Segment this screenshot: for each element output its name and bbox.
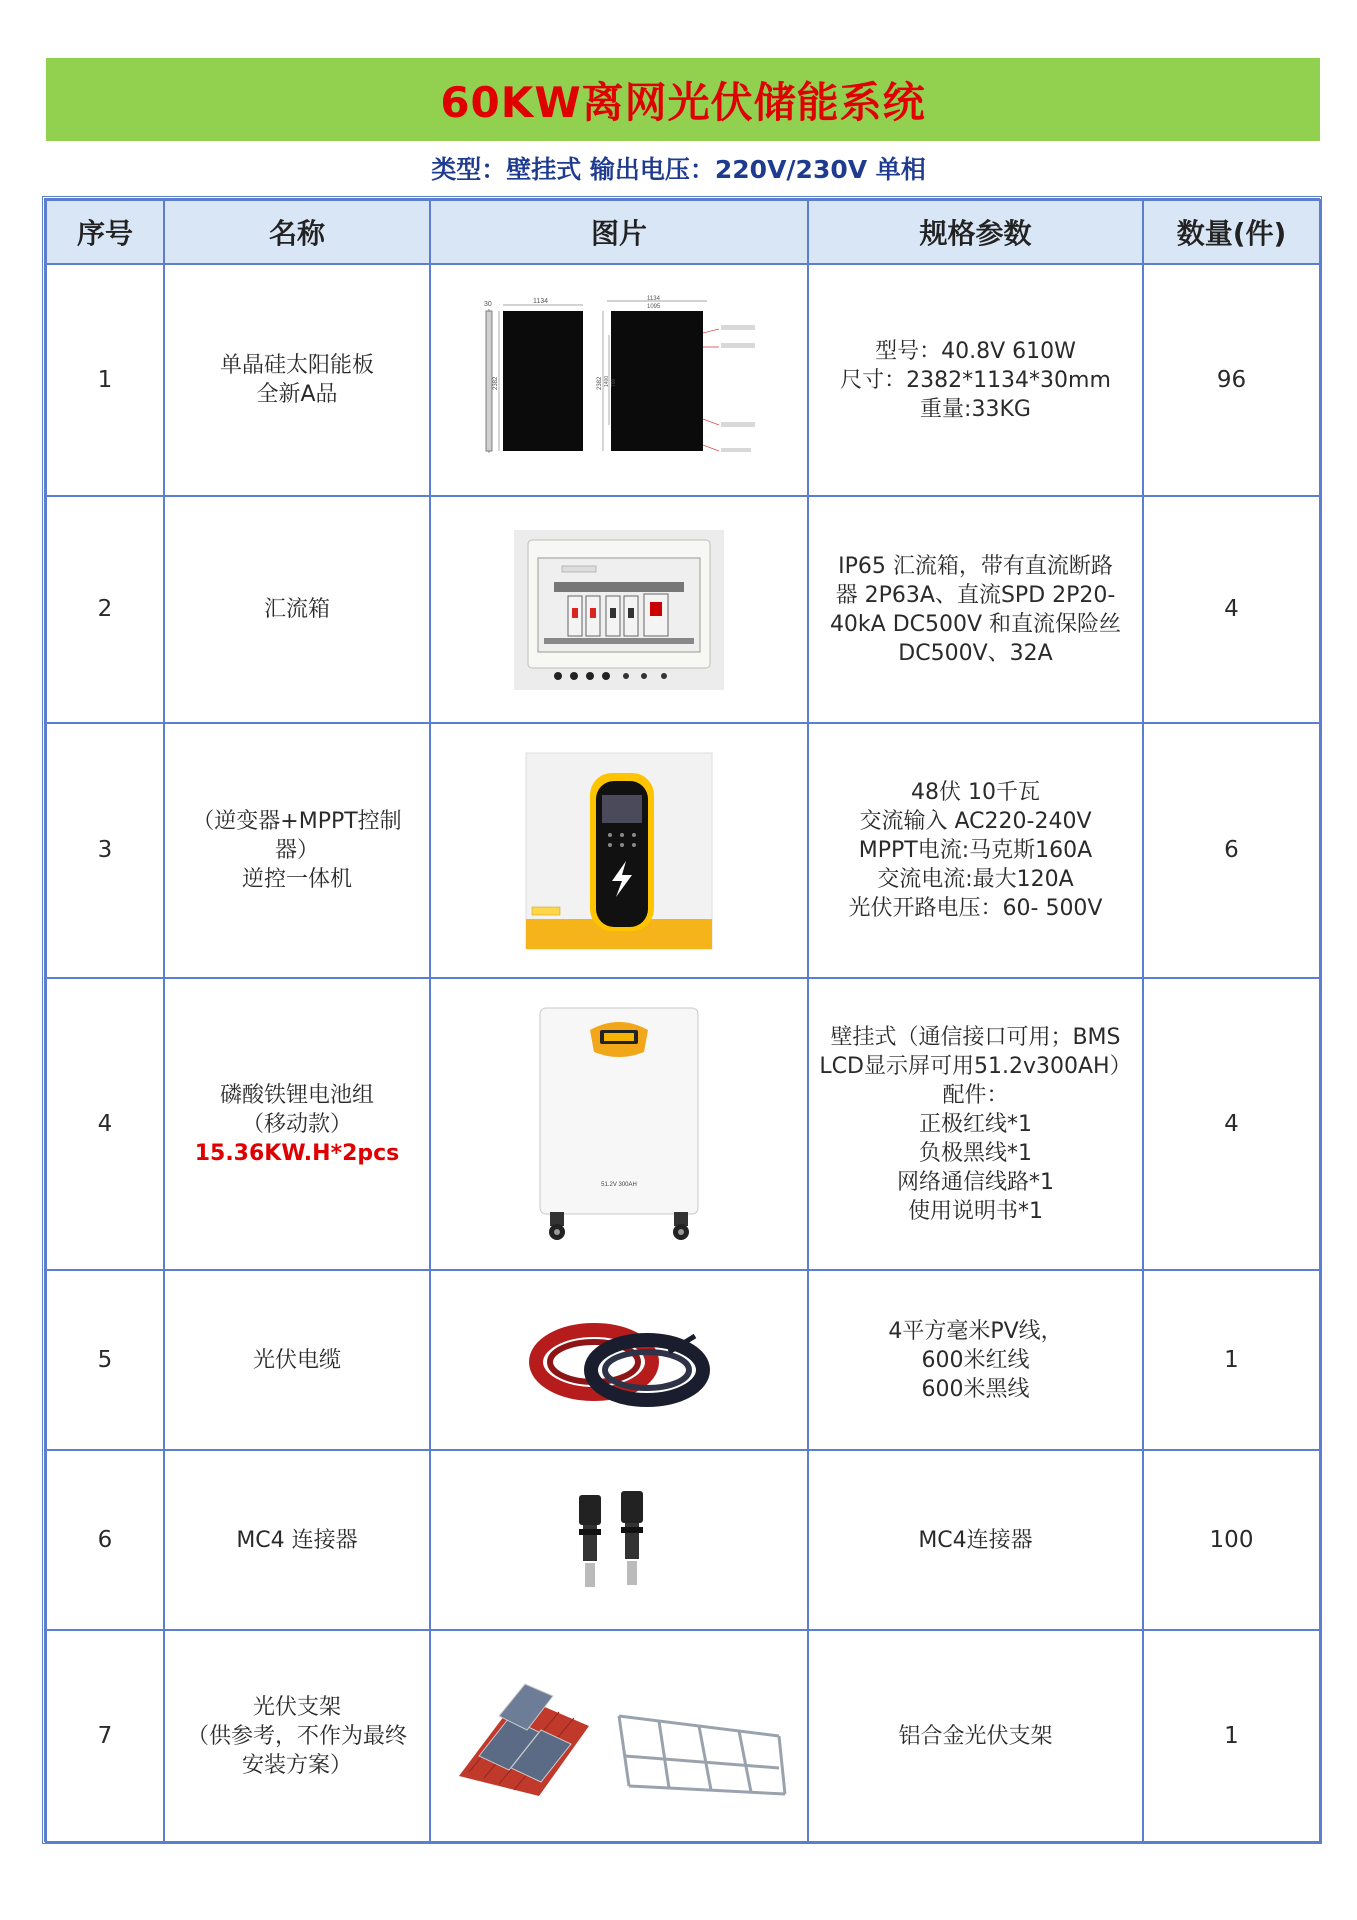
name-line: 单晶硅太阳能板 [219, 353, 374, 378]
row-qty: 100 [1143, 1450, 1320, 1630]
row-spec [808, 1630, 1143, 1842]
row-picture [430, 1270, 808, 1450]
row-qty: 4 [1143, 978, 1320, 1270]
spec-line: 铝合金光伏支架 [898, 1723, 1053, 1749]
spec-line: 40kA DC500V 和直流保险丝 [829, 611, 1122, 637]
row-qty: 1 [1143, 1270, 1320, 1450]
row-spec [808, 723, 1143, 978]
name-line: 器） [274, 838, 319, 863]
panel-dim-width-rear: 1134 [647, 296, 660, 302]
name-line: 安装方案） [241, 1752, 352, 1778]
spec-line: 600米红线 [921, 1347, 1030, 1373]
solar-panel-image [469, 295, 769, 465]
spec-line: DC500V、32A [898, 640, 1053, 666]
row-qty: 1 [1143, 1630, 1320, 1842]
spec-line: 配件： [942, 1082, 1009, 1108]
row-name [164, 1270, 430, 1450]
table-row [46, 1450, 1320, 1630]
table-row [46, 264, 1320, 496]
header-index: 序号 [46, 200, 164, 264]
spec-line: MPPT电流:马克斯160A [858, 838, 1093, 863]
row-index: 1 [46, 264, 164, 496]
header-name: 名称 [164, 200, 430, 264]
spec-line: 负极黑线*1 [919, 1140, 1032, 1166]
row-name [164, 264, 430, 496]
row-index: 3 [46, 723, 164, 978]
row-spec [808, 264, 1143, 496]
page-subtitle: 类型：壁挂式 输出电压：220V/230V 单相 [431, 155, 926, 184]
spec-line: 器 2P63A、直流SPD 2P20- [835, 582, 1116, 608]
panel-dim-height: 2382 [493, 376, 499, 390]
mc4-connector-image [549, 1485, 689, 1595]
row-qty: 4 [1143, 496, 1320, 723]
spec-line: IP65 汇流箱，带有直流断路 [838, 553, 1113, 579]
row-picture [430, 1630, 808, 1842]
spec-line: 4平方毫米PV线， [888, 1318, 1063, 1344]
spec-line: 重量:33KG [920, 396, 1031, 422]
product-table-frame [42, 196, 1322, 1844]
row-name [164, 496, 430, 723]
page-title: 60KW离网光伏储能系统 [440, 77, 926, 127]
row-picture [430, 723, 808, 978]
name-line: （移动款） [241, 1111, 352, 1137]
inverter-image [524, 751, 714, 951]
row-qty: 6 [1143, 723, 1320, 978]
row-name [164, 1450, 430, 1630]
spec-line: 交流电流:最大120A [877, 867, 1074, 892]
name-line: 汇流箱 [263, 597, 330, 622]
panel-dim-width: 1134 [533, 298, 549, 305]
row-spec [808, 1450, 1143, 1630]
spec-line: 型号：40.8V 610W [875, 338, 1076, 364]
name-line: 全新A品 [256, 382, 338, 407]
header-picture: 图片 [430, 200, 808, 264]
name-line: 光伏电缆 [252, 1347, 341, 1373]
spec-line: 600米黑线 [921, 1376, 1030, 1402]
spec-line: LCD显示屏可用51.2v300AH） [819, 1053, 1132, 1079]
spec-line: 网络通信线路*1 [897, 1169, 1054, 1195]
header-qty: 数量(件) [1143, 200, 1320, 264]
pv-cable-image [519, 1300, 719, 1420]
row-picture [430, 1450, 808, 1630]
row-qty: 96 [1143, 264, 1320, 496]
row-name [164, 1630, 430, 1842]
spec-line: 壁挂式（通信接口可用；BMS [830, 1024, 1121, 1050]
table-row [46, 1270, 1320, 1450]
spec-line: 交流输入 AC220-240V [859, 809, 1092, 834]
name-line: （供参考，不作为最终 [186, 1723, 407, 1749]
row-spec [808, 496, 1143, 723]
row-picture [430, 496, 808, 723]
name-line: 光伏支架 [252, 1694, 341, 1720]
table-row [46, 496, 1320, 723]
spec-line: 48伏 10千瓦 [911, 780, 1040, 805]
name-line: （逆变器+MPPT控制 [192, 809, 402, 834]
name-capacity-highlight: 15.36KW.H*2pcs [194, 1140, 400, 1166]
table-header-row [46, 200, 1320, 264]
row-index: 5 [46, 1270, 164, 1450]
panel-dim-h2: 700 [611, 378, 617, 387]
header-spec: 规格参数 [808, 200, 1143, 264]
row-name [164, 723, 430, 978]
row-spec [808, 1270, 1143, 1450]
name-line: 磷酸铁锂电池组 [219, 1082, 374, 1108]
table-row [46, 723, 1320, 978]
panel-dim-inner-width: 1095 [647, 304, 661, 310]
spec-line: 尺寸：2382*1134*30mm [840, 367, 1111, 393]
row-picture [430, 264, 808, 496]
panel-dim-thickness: 30 [484, 301, 492, 308]
row-index: 6 [46, 1450, 164, 1630]
pv-mounting-bracket-image [449, 1676, 789, 1796]
spec-line: MC4连接器 [918, 1527, 1033, 1553]
combiner-box-image [514, 530, 724, 690]
title-banner [46, 58, 1320, 141]
row-name [164, 978, 430, 1270]
panel-dim-h1: 1400 [604, 375, 610, 387]
panel-dim-height-rear: 2382 [597, 376, 603, 390]
row-index: 7 [46, 1630, 164, 1842]
table-row [46, 1630, 1320, 1842]
battery-label: 51.2V 300AH [601, 1182, 637, 1188]
row-index: 4 [46, 978, 164, 1270]
battery-image [534, 1004, 704, 1244]
table-row [46, 978, 1320, 1270]
spec-line: 使用说明书*1 [908, 1198, 1043, 1224]
name-line: 逆控一体机 [241, 867, 352, 892]
row-index: 2 [46, 496, 164, 723]
row-spec [808, 978, 1143, 1270]
row-picture [430, 978, 808, 1270]
product-table [45, 199, 1321, 1843]
name-line: MC4 连接器 [236, 1527, 358, 1553]
spec-line: 光伏开路电压：60- 500V [848, 896, 1103, 921]
spec-line: 正极红线*1 [919, 1111, 1032, 1137]
